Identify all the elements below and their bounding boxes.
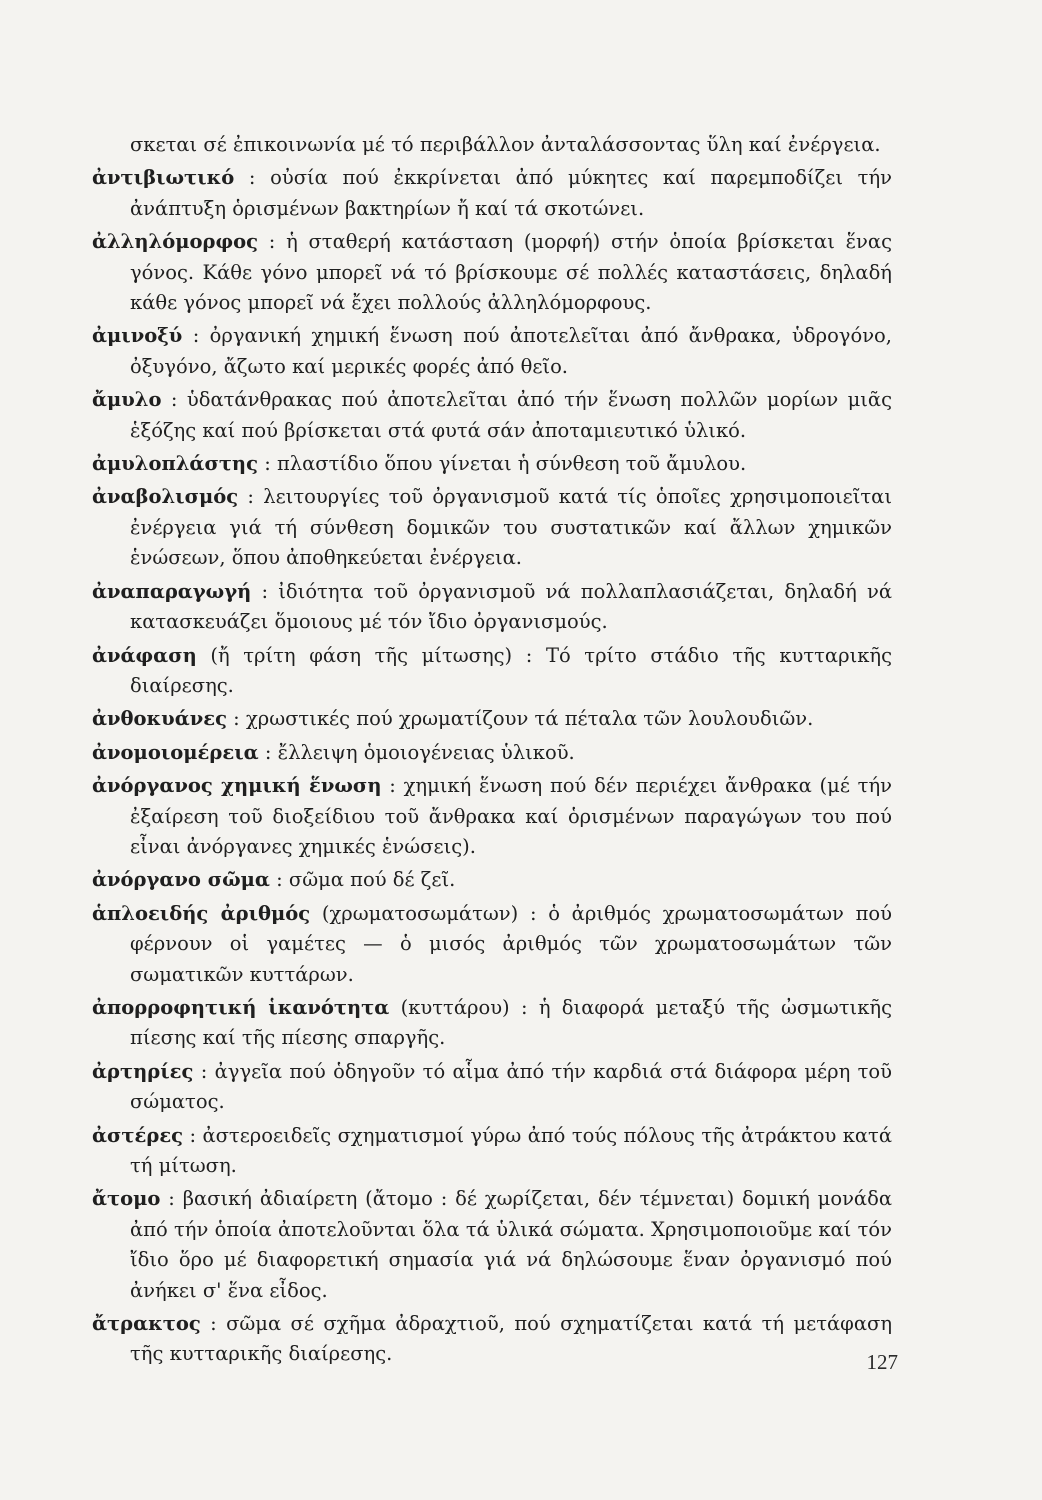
continuation-text: σκεται σέ ἐπικοινωνία μέ τό περιβάλλον ἀνταλάσσοντας ὕλη καί ἐνέργεια. [130,133,881,156]
glossary-entry [92,1057,892,1118]
glossary-entry [92,577,892,638]
glossary-entry [92,385,892,446]
entry-separator: : [381,774,404,798]
entry-separator: : [269,868,289,892]
entry-term: ἀντιβιωτικό [92,166,235,190]
entry-separator: : [509,995,539,1019]
entry-definition: ἡ διαφορά μεταξύ τῆς ὠσμωτικῆς πίεσης καί τῆς πίεσης σπαργῆς. [130,995,892,1050]
glossary-entries [92,163,892,1369]
entry-definition: σῶμα πού δέ ζεῖ. [288,868,456,892]
entry-separator: : [183,1123,203,1147]
entry-separator: : [512,643,546,667]
glossary-entry [92,1121,892,1182]
entry-separator: : [518,901,549,925]
entry-note: (κυττάρου) [400,995,510,1019]
glossary-entry [92,449,892,479]
entry-term: ἀρτηρίες [92,1059,194,1083]
entry-term: ἄτρακτος [92,1312,201,1336]
entry-term: ἀστέρες [92,1123,184,1147]
glossary-entry [92,865,892,895]
entry-separator: : [234,166,271,190]
entry-separator: : [238,485,264,509]
entry-term: ἀναβολισμός [92,485,239,509]
glossary-entry [92,738,892,768]
entry-separator: : [257,230,287,254]
entry-definition: ἀστεροειδεῖς σχηματισμοί γύρω ἀπό τούς πόλους τῆς ἀτράκτου κατά τή μίτωση. [130,1123,893,1177]
entry-separator: : [200,1312,227,1336]
glossary-entry [92,993,892,1054]
entry-separator: : [160,1187,183,1211]
entry-definition: βασική ἀδιαίρετη (ἄτομο : δέ χωρίζεται, δέν τέμνεται) δομική μονάδα ἀπό τήν ὁποία ἀποτελοῦνται ὅλα τά ὑλικά σώματα. Χρησιμοποιοῦμε καί τόν ἴδιο ὅρο μέ διαφορετική σημασία γιά νά δηλώσουμε ἕναν ὀργανισμό πού ἀνήκει σ' ἕνα εἶδος. [130,1187,893,1302]
glossary-entry [92,899,892,990]
entry-separator: : [258,452,277,476]
entry-term: ἁπλοειδής ἀριθμός [92,901,311,925]
entry-separator: : [182,324,210,348]
entry-definition: ὀργανική χημική ἕνωση πού ἀποτελεῖται ἀπό ἄνθρακα, ὑδρογόνο, ὀξυγόνο, ἄζωτο καί μερικές φορές ἀπό θεῖο. [130,324,892,378]
entry-definition: λειτουργίες τοῦ ὀργανισμοῦ κατά τίς ὁποῖες χρησιμοποιεῖται ἐνέργεια γιά τή σύνθεση δομικῶν του συστατικῶν καί ἄλλων χημικῶν ἑνώσεων, ὅπου ἀποθηκεύεται ἐνέργεια. [130,485,892,570]
entry-definition: Τό τρίτο στάδιο τῆς κυτταρικῆς διαίρεσης. [130,643,893,697]
entry-separator: : [258,740,278,764]
glossary-entry [92,1309,892,1370]
glossary-entry [92,163,892,224]
glossary-entry [92,771,892,862]
entry-separator: : [251,579,279,603]
entry-separator: : [193,1059,215,1083]
entry-term: ἄτομο [92,1187,161,1211]
entry-term: ἀλληλόμορφος [92,230,258,254]
entry-definition: ὑδατάνθρακας πού ἀποτελεῖται ἀπό τήν ἕνωση πολλῶν μορίων μιᾶς ἑξόζης καί πού βρίσκεται στά φυτά σάν ἀποταμιευτικό ὑλικό. [130,388,892,442]
entry-term: ἀναπαραγωγή [92,579,252,603]
entry-term: ἀνάφαση [92,643,197,667]
entry-term: ἀνόργανος χημική ἕνωση [92,774,382,798]
entry-note: (χρωματοσωμάτων) [321,901,519,925]
glossary-entry [92,1184,892,1306]
entry-definition: ὁ ἀριθμός χρωματοσωμάτων πού φέρνουν οἱ γαμέτες — ὁ μισός ἀριθμός τῶν χρωματοσωμάτων τῶν σωματικῶν κυττάρων. [130,901,892,986]
entry-term: ἄμυλο [92,388,162,412]
entry-definition: πλαστίδιο ὅπου γίνεται ἡ σύνθεση τοῦ ἄμυλου. [276,452,747,476]
glossary-entry [92,704,892,734]
entry-term: ἀνόργανο σῶμα [92,868,270,892]
entry-definition: σῶμα σέ σχῆμα ἀδραχτιοῦ, πού σχηματίζεται κατά τή μετάφαση τῆς κυτταρικῆς διαίρεσης. [130,1312,893,1366]
entry-definition: ἀγγεῖα πού ὁδηγοῦν τό αἷμα ἀπό τήν καρδιά στά διάφορα μέρη τοῦ σώματος. [130,1059,892,1114]
entry-term: ἀπορροφητική ἱκανότητα [92,995,390,1019]
entry-definition: οὐσία πού ἐκκρίνεται ἀπό μύκητες καί παρεμποδίζει τήν ἀνάπτυξη ὁρισμένων βακτηρίων ἤ καί τά σκοτώνει. [130,166,892,220]
entry-term: ἀμυλοπλάστης [92,452,258,476]
entry-term: ἀνομοιομέρεια [92,740,259,764]
entry-separator: : [161,388,187,412]
glossary-entry [92,227,892,318]
glossary-list [92,130,892,1373]
glossary-entry [92,482,892,573]
entry-definition: ἡ σταθερή κατάσταση (μορφή) στήν ὁποία βρίσκεται ἕνας γόνος. Κάθε γόνο μπορεῖ νά τό βρίσκουμε σέ πολλές καταστάσεις, δηλαδή κάθε γόνος μπορεῖ νά ἔχει πολλούς ἀλληλόμορφους. [130,230,892,315]
entry-separator: : [226,707,246,731]
entry-definition: χημική ἕνωση πού δέν περιέχει ἄνθρακα (μέ τήν ἐξαίρεση τοῦ διοξείδιου τοῦ ἄνθρακα καί ὁρισμένων παραγώγων του πού εἶναι ἀνόργανες χημικές ἑνώσεις). [130,774,892,858]
entry-term: ἀνθοκυάνες [92,707,227,731]
page-number: 127 [866,1350,898,1374]
glossary-entry [92,641,892,702]
entry-term: ἀμινοξύ [92,324,183,348]
entry-note: (ἤ τρίτη φάση τῆς μίτωσης) [210,643,513,667]
entry-definition: ἔλλειψη ὁμοιογένειας ὑλικοῦ. [277,740,575,764]
glossary-entry [92,321,892,382]
entry-definition: ἰδιότητα τοῦ ὀργανισμοῦ νά πολλαπλασιάζεται, δηλαδή νά κατασκευάζει ὅμοιους μέ τόν ἴδιο ὀργανισμούς. [130,579,892,634]
entry-definition: χρωστικές πού χρωματίζουν τά πέταλα τῶν λουλουδιῶν. [245,707,814,731]
